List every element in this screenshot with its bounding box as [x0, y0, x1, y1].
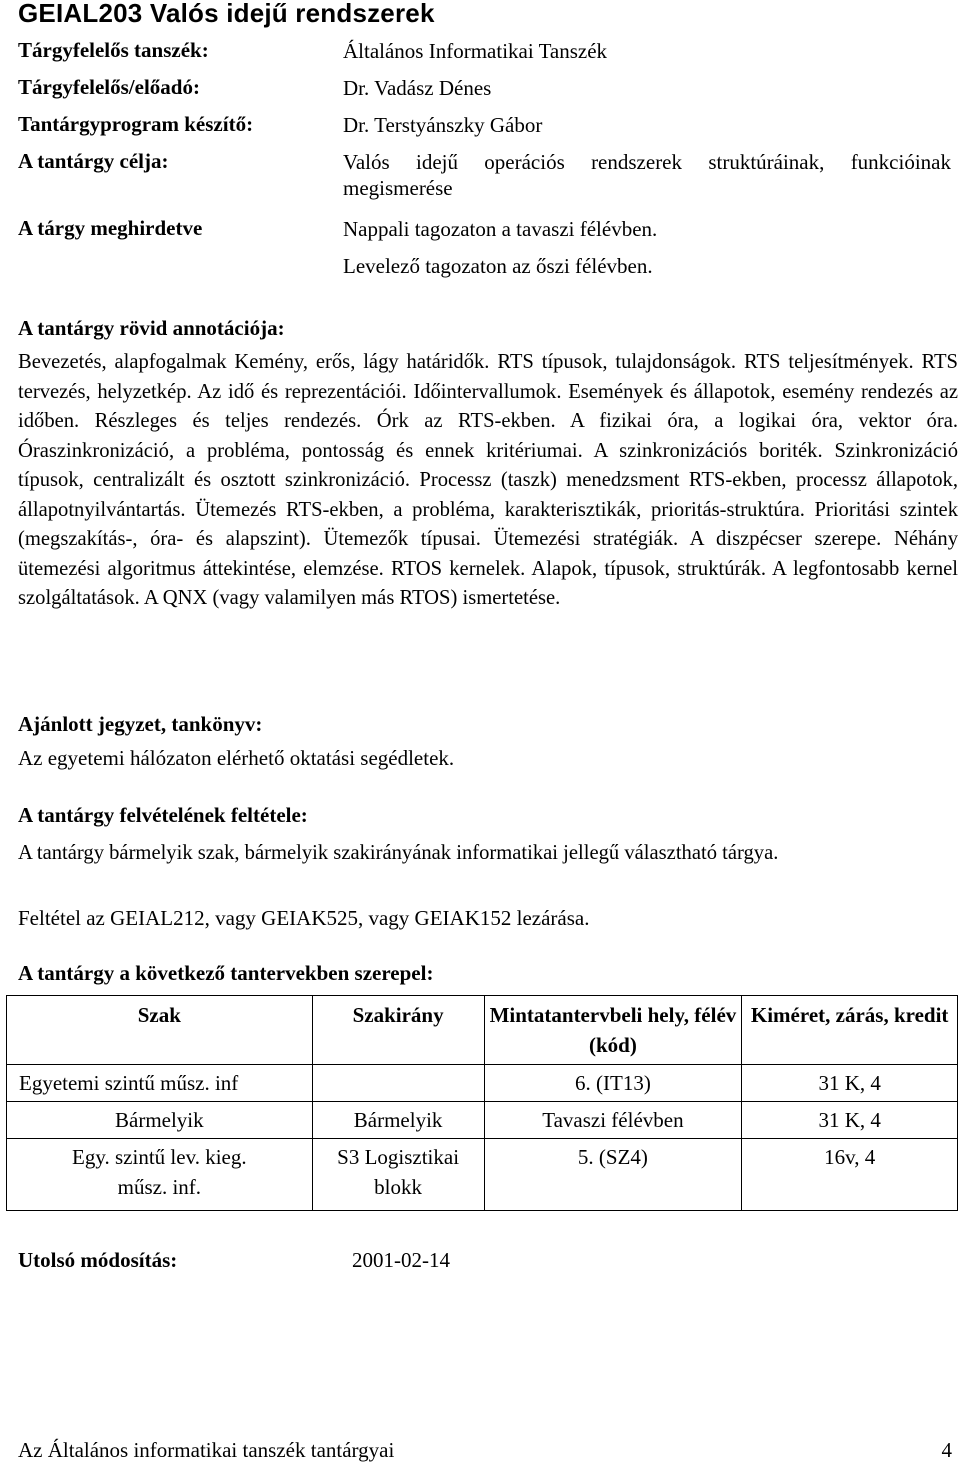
department-value: Általános Informatikai Tanszék — [343, 39, 608, 63]
announced-value-daytime: Nappali tagozaton a tavaszi félévben. — [343, 217, 658, 241]
table-header-cell: Mintatantervbeli hely, félév (kód) — [484, 996, 742, 1065]
table-cell: 16v, 4 — [742, 1139, 958, 1211]
textbook-text: Az egyetemi hálózaton elérhető oktatási segédletek. — [18, 746, 455, 770]
table-header-cell: Kiméret, zárás, kredit — [742, 996, 958, 1065]
lecturer-label: Tárgyfelelős/előadó: — [18, 75, 200, 99]
goal-value: Valós idejű operációs rendszerek struktúráinak, funkcióinak megismerése — [343, 150, 951, 200]
table-cell: Tavaszi félévben — [484, 1102, 742, 1139]
last-modified-label: Utolsó módosítás: — [18, 1248, 178, 1272]
table-cell: 5. (SZ4) — [484, 1139, 742, 1211]
prerequisite-heading: A tantárgy felvételének feltétele: — [18, 803, 308, 827]
prerequisite-condition: Feltétel az GEIAL212, vagy GEIAK525, vagy GEIAK152 lezárása. — [18, 906, 590, 930]
table-cell: 6. (IT13) — [484, 1065, 742, 1102]
table-cell: S3 Logisztikai blokk — [312, 1139, 484, 1211]
department-label: Tárgyfelelős tanszék: — [18, 38, 209, 62]
table-row — [7, 1102, 958, 1139]
table-row — [7, 1065, 958, 1102]
announced-value-correspondence: Levelező tagozaton az őszi félévben. — [343, 254, 653, 278]
lecturer-value: Dr. Vadász Dénes — [343, 76, 492, 100]
table-cell — [312, 1065, 484, 1102]
table-cell: 31 K, 4 — [742, 1065, 958, 1102]
table-cell: 31 K, 4 — [742, 1102, 958, 1139]
table-header-row — [7, 996, 958, 1065]
prerequisite-text: A tantárgy bármelyik szak, bármelyik szakirányának informatikai jellegű választható tárgya. — [18, 842, 779, 864]
curricula-table — [6, 995, 958, 1211]
table-header-cell: Szak — [7, 996, 313, 1065]
table-row — [7, 1139, 958, 1211]
table-cell: Egyetemi szintű műsz. inf — [7, 1065, 313, 1102]
page-footer-text: Az Általános informatikai tanszék tantárgyai — [18, 1438, 395, 1462]
annotation-text: Bevezetés, alapfogalmak Kemény, erős, lágy határidők. RTS típusok, tulajdonságok. RTS teljesítmények. RTS tervezés, helyzetkép. Az idő és reprezentációi. Időintervallumok. Események és állapotok, esemény rendezés az időben. Részleges és teljes rendezés. Órk az RTS-ekben. A fizikai óra, a logikai óra, vektor óra. Óraszinkronizáció, a probléma, pontosság és ennek kritériumai. A szinkronizációs boriték. Szinkronizáció típusok, centralizált és osztott szinkronizáció. Processz (taszk) menedzsment RTS-ekben, processz állapotok, állapotnyilvántartás. Ütemezés RTS-ekben, a probléma, karakterisztikák, prioritás-struktúra. Prioritási szintek (megszakítás-, óra- és alapszint). Ütemezők típusai. Ütemezési stratégiák. A diszpécser szerepe. Néhány ütemezési algoritmus áttekintése, elemzése. RTOS kernelek. Alapok, típusok, struktúrák. A legfontosabb kernel szolgáltatások. A QNX (vagy valamilyen más RTOS) ismertetése. — [18, 351, 958, 609]
program-author-label: Tantárgyprogram készítő: — [18, 112, 254, 136]
annotation-heading: A tantárgy rövid annotációja: — [18, 316, 285, 340]
table-header-cell: Szakirány — [312, 996, 484, 1065]
page-number: 4 — [941, 1438, 952, 1462]
goal-label: A tantárgy célja: — [18, 149, 169, 173]
announced-label: A tárgy meghirdetve — [18, 216, 203, 240]
page-title: GEIAL203 Valós idejű rendszerek — [18, 0, 435, 28]
last-modified-value: 2001-02-14 — [352, 1248, 450, 1272]
table-cell: Egy. szintű lev. kieg. műsz. inf. — [7, 1139, 313, 1211]
table-cell: Bármelyik — [7, 1102, 313, 1139]
program-author-value: Dr. Terstyánszky Gábor — [343, 113, 543, 137]
textbook-heading: Ajánlott jegyzet, tankönyv: — [18, 712, 263, 736]
table-cell: Bármelyik — [312, 1102, 484, 1139]
curricula-heading: A tantárgy a következő tantervekben szerepel: — [18, 961, 434, 985]
